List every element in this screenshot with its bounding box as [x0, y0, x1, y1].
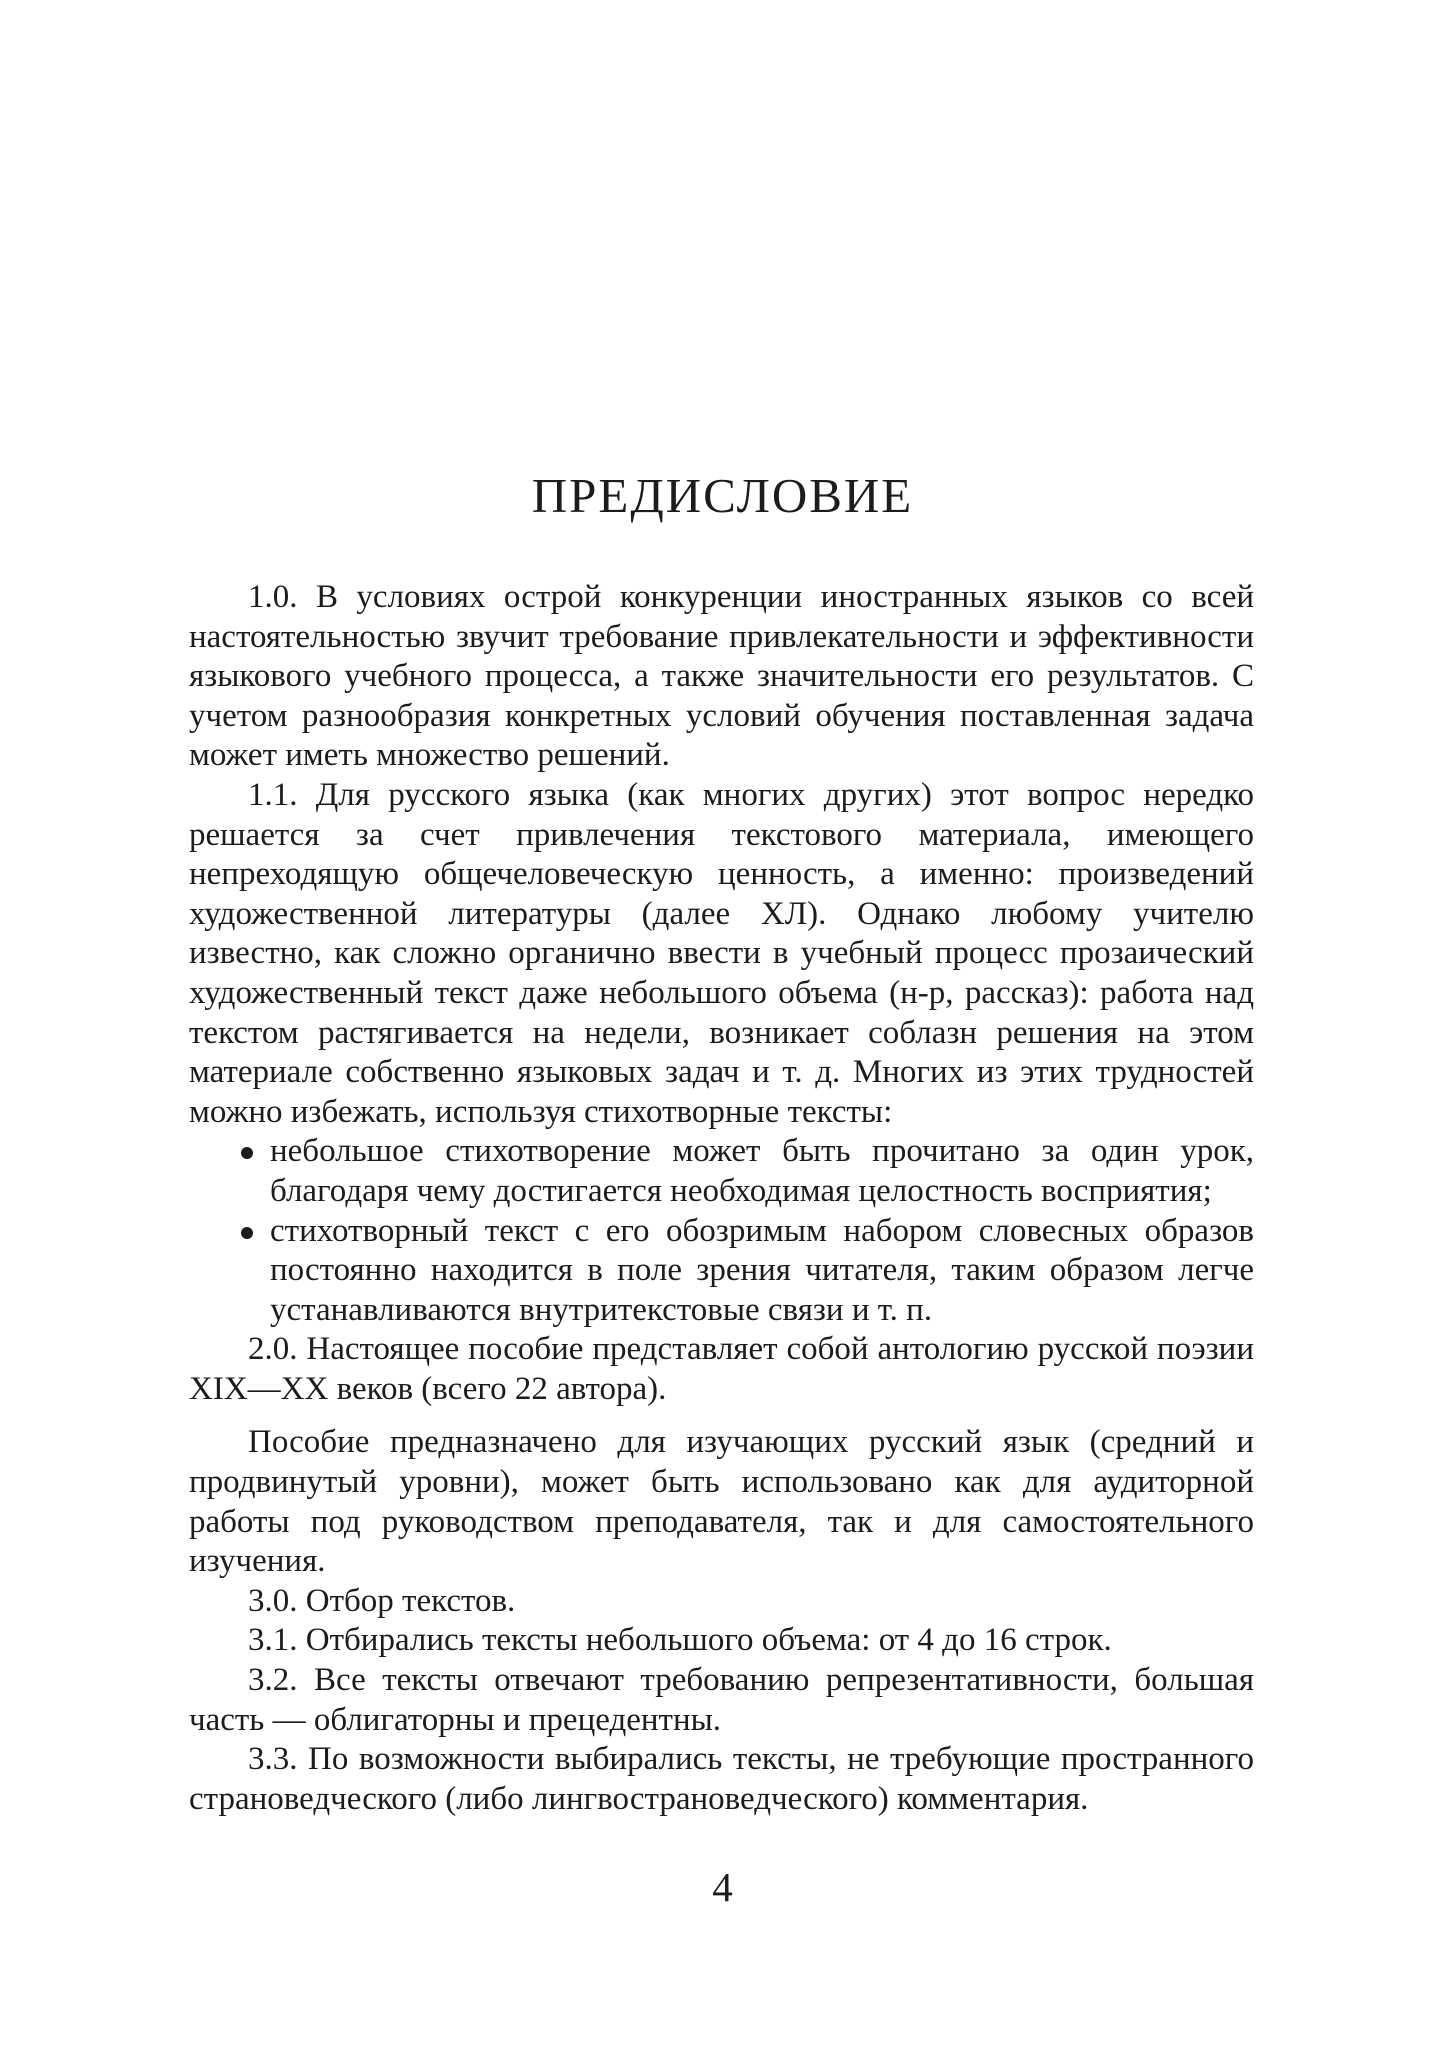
bullet-dot-icon: [241, 1227, 253, 1239]
page-title: ПРЕДИСЛОВИЕ: [531, 468, 914, 523]
bullet-item: [189, 1132, 1254, 1211]
bullet-item: [189, 1212, 1254, 1331]
paragraph-1-1: 1.1. Для русского языка (как многих других) этот вопрос нередко решается за счет привлечения текстового материала, имеющего непреходящую общечеловеческую ценность, а именно: произведений художественной литературы (далее ХЛ). Однако любому учителю известно, как сложно органично ввести в учебный процесс прозаический художественный текст даже небольшого объема (н-р, рассказ): работа над текстом растягивается на недели, возникает соблазн решения на этом материале собственно языковых задач и т. д. Многих из этих трудностей можно избежать, используя стихотворные тексты:: [189, 776, 1254, 1130]
paragraph-3-3: 3.3. По возможности выбирались тексты, не требующие пространного страноведческого (либо лингвострановедческого) комментария.: [189, 1741, 1254, 1817]
paragraph-3-1: 3.1. Отбирались тексты небольшого объема: от 4 до 16 строк.: [248, 1622, 1112, 1659]
bullet-text: небольшое стихотворение может быть прочитано за один урок, благодаря чему достигается необходимая целостность восприятия;: [270, 1133, 1254, 1209]
bullet-text: стихотворный текст с его обозримым набором словесных образов постоянно находится в поле зрения читателя, таким образом легче устанавливаются внутритекстовые связи и т. п.: [270, 1212, 1254, 1328]
page-number: 4: [712, 1864, 733, 1910]
paragraph-3-2: 3.2. Все тексты отвечают требованию репрезентативности, большая часть — облигаторны и прецедентны.: [189, 1662, 1254, 1738]
bullet-dot-icon: [241, 1147, 253, 1159]
paragraph-purpose: Пособие предназначено для изучающих русский язык (средний и продвинутый уровни), может быть использовано как для аудиторной работы под руководством преподавателя, так и для самостоятельного изучения.: [189, 1424, 1254, 1580]
preface-body: [189, 578, 1254, 1819]
bullet-list: [189, 1132, 1254, 1330]
paragraph-2-0: 2.0. Настоящее пособие представляет собой антологию русской поэзии XIX—XX веков (всего 22 автора).: [189, 1331, 1254, 1407]
paragraph-1-0: 1.0. В условиях острой конкуренции иностранных языков со всей настоятельностью звучит требование привлекательности и эффективности языкового учебного процесса, а также значительности его результатов. С учетом разнообразия конкретных условий обучения поставленная задача может иметь множество решений.: [189, 579, 1254, 774]
paragraph-3-0: 3.0. Отбор текстов.: [248, 1582, 516, 1619]
